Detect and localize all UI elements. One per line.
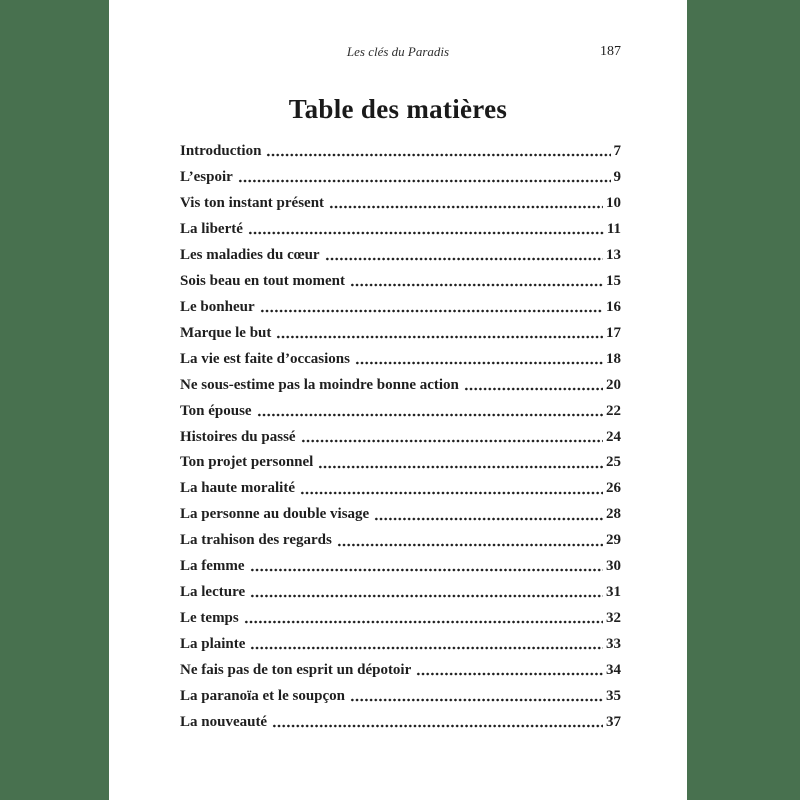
toc-entry [180,705,621,731]
toc-entry-page: 15 [606,272,621,289]
toc-entry-label: Le bonheur [180,298,255,315]
dot-leader [416,672,603,676]
running-head-page-number: 187 [600,44,621,59]
toc-entry [180,160,621,186]
toc-entry [180,523,621,549]
toc-entry-page: 25 [606,454,621,471]
toc-entry [180,186,621,212]
dot-leader [248,231,604,235]
page-title: Table des matières [288,94,508,125]
running-head-title: Les clés du Paradis [346,44,450,59]
dot-leader [350,283,603,287]
toc-entry-page: 26 [606,480,621,497]
toc-entry-page: 7 [613,143,621,160]
toc-entry [180,212,621,238]
dot-leader [300,491,603,495]
dot-leader [244,620,603,624]
toc-entry-page: 10 [606,195,621,212]
toc-entry-page: 33 [606,636,621,652]
toc-entry-page: 13 [606,246,621,263]
toc-entry [180,627,621,653]
dot-leader [374,517,603,521]
toc-entry-label: Sois beau en tout moment [180,272,346,289]
toc-entry-page: 37 [606,713,621,730]
dot-leader [276,335,603,339]
toc-entry-page: 16 [606,298,621,315]
toc-entry-page: 28 [606,506,621,523]
toc-entry [180,653,621,679]
toc-entry-page: 29 [606,532,621,549]
toc-entry [180,497,621,523]
toc-entry [180,238,621,264]
dot-leader [301,439,603,443]
dot-leader [250,646,603,650]
toc-entry [180,393,621,419]
toc-entry-label: Les maladies du cœur [180,246,320,263]
toc-entry-label: La plainte [180,636,246,652]
dot-leader [318,465,603,469]
toc-entry-page: 22 [606,402,621,419]
toc-entry [180,471,621,497]
toc-entry-label: La femme [180,558,245,575]
toc-entry [180,134,621,160]
book-page [109,0,687,800]
running-head [109,43,687,61]
toc-entry-label: L’espoir [180,169,233,186]
dot-leader [266,153,610,157]
toc-entry-label: Ne fais pas de ton esprit un dépotoir [180,661,412,678]
dot-leader [355,361,603,365]
toc-entry [180,445,621,471]
toc-entry-page: 20 [606,376,621,393]
toc-entry-page: 18 [606,350,621,367]
toc-entry [180,316,621,342]
toc-entry [180,601,621,627]
toc-entry-page: 11 [606,221,621,237]
toc-entry-label: Introduction [180,143,262,160]
toc-entry-label: Marque le but [180,324,272,341]
toc-entry-label: La haute moralité [180,480,295,497]
toc-entry-page: 30 [606,558,621,575]
toc-entry-label: Ton projet personnel [180,454,314,471]
toc-entry-page: 32 [606,610,621,627]
toc-entry [180,679,621,705]
dot-leader [238,179,611,183]
toc-entry-page: 9 [613,169,621,186]
toc-entry-page: 24 [606,428,621,445]
toc-entry-label: La nouveauté [180,713,268,730]
dot-leader [329,205,603,209]
toc-entry-label: Histoires du passé [180,428,296,445]
toc-entry-label: Vis ton instant présent [180,195,325,212]
dot-leader [337,543,603,547]
toc-entry-page: 34 [606,661,621,678]
toc-entry [180,264,621,290]
dot-leader [250,568,603,572]
toc-entry-label: Le temps [180,610,239,627]
toc-entry-label: La lecture [180,584,246,601]
toc-entry [180,290,621,316]
toc-entry-page: 31 [606,584,621,601]
toc-entry [180,342,621,368]
toc-entry-label: Ton épouse [180,402,252,419]
toc-entry-label: Ne sous-estime pas la moindre bonne action [180,376,459,393]
dot-leader [257,413,603,417]
dot-leader [350,698,603,702]
toc-entry-page: 35 [606,687,621,704]
toc-entry [180,419,621,445]
dot-leader [272,724,603,728]
toc-entry [180,367,621,393]
toc-entry [180,549,621,575]
toc-entry-page: 17 [606,324,621,341]
toc-entry-label: La paranoïa et le soupçon [180,687,346,704]
dot-leader [250,594,603,598]
dot-leader [325,257,603,261]
toc [180,134,621,731]
toc-entry-label: La personne au double visage [180,506,370,523]
dot-leader [260,309,603,313]
toc-entry-label: La liberté [180,221,243,237]
toc-entry [180,575,621,601]
dot-leader [464,387,603,391]
toc-entry-label: La trahison des regards [180,532,332,549]
toc-entry-label: La vie est faite d’occasions [180,350,350,367]
